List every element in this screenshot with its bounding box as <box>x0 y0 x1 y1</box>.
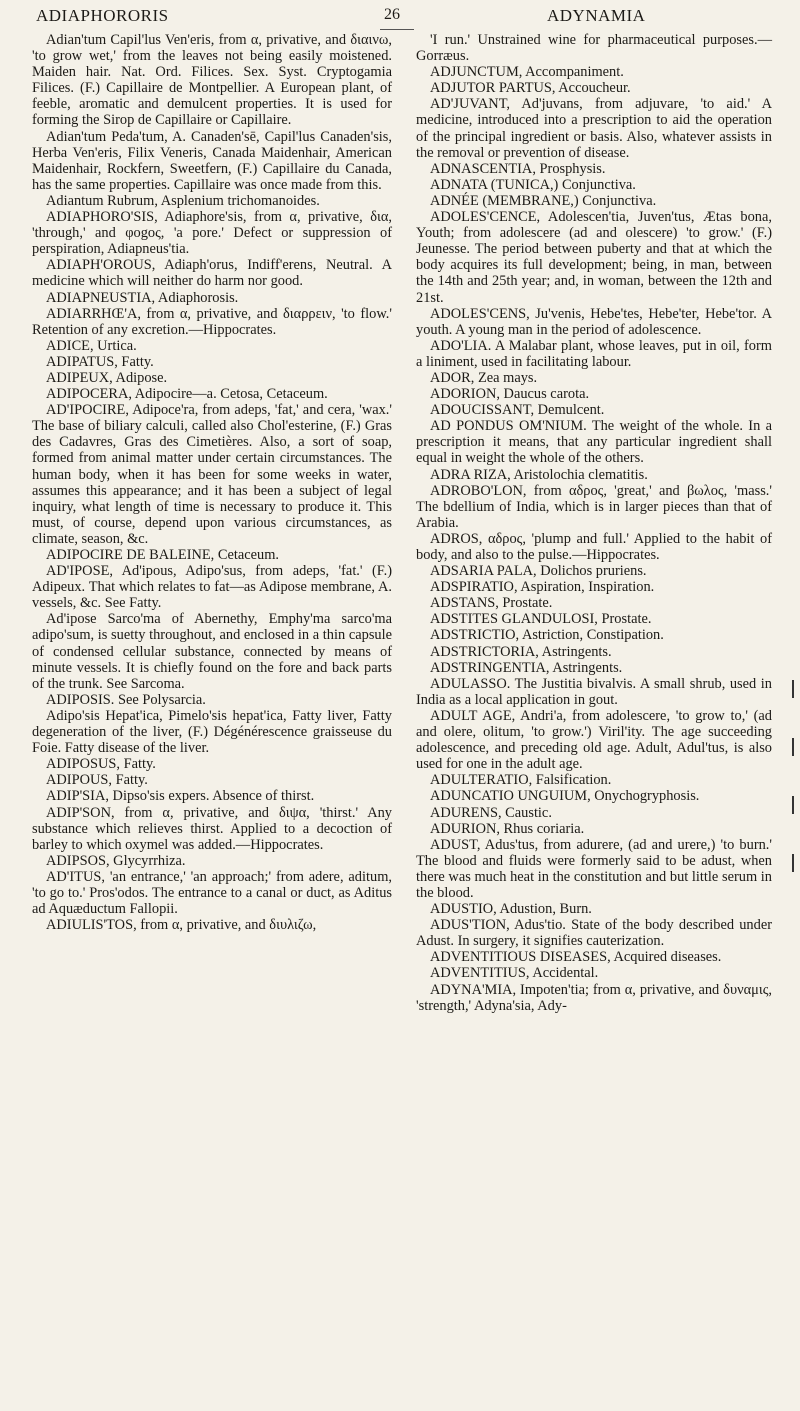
dictionary-entry: AD PONDUS OM'NIUM. The weight of the whole. In a prescription it means, that any particular ingredient shall equal in weight the whole of the others. <box>416 418 772 467</box>
dictionary-entry: ADIP'SIA, Dipso'sis expers. Absence of thirst. <box>46 788 315 805</box>
dictionary-entry: ADSPIRATIO, Aspiration, Inspiration. <box>430 579 655 596</box>
dictionary-entry: Adiantum Rubrum, Asplenium trichomanoides. <box>46 192 320 209</box>
dictionary-entry: ADO'LIA. A Malabar plant, whose leaves, put in oil, form a liniment, used in facilitating labour. <box>416 337 772 370</box>
dictionary-entry: ADIAPNEUSTIA, Adiaphorosis. <box>46 289 239 306</box>
dictionary-entry: AD'IPOCIRE, Adipoce'ra, from adeps, 'fat,' and cera, 'wax.' The base of biliary calculi, called also Chol'esterine, (F.) Gras des Cadavres, Gras des Cimetières. Also, a sort of soap, formed from animal matter under certain circumstances. The human body, when it has been for some weeks in water, assumes this appearance; and it has been a subject of legal inquiry, what length of time is necessary to produce it. This must, of course, depend upon various circumstances, as climate, season, &c. <box>32 402 392 547</box>
dictionary-entry: ADIULIS'TOS, from α, privative, and διυλιζω, <box>46 917 317 934</box>
dictionary-entry: Adian'tum Peda'tum, A. Canaden'sē, Capil'lus Canaden'sis, Herba Ven'eris, Filix Veneris, Canada Maidenhair, American Maidenhair, Rockfern, Sweetfern, (F.) Capillaire du Canada, has the same properties. Capillaire was once made from this. <box>32 128 392 193</box>
dictionary-entry: ADIAPH'OROUS, Adiaph'orus, Indiff'erens, Neutral. A medicine which will neither do harm nor good. <box>32 257 392 290</box>
dictionary-entry: ADIPOSIS. See Polysarcia. <box>46 691 206 708</box>
dictionary-entry: ADVENTITIUS, Accidental. <box>430 965 599 982</box>
dictionary-entry: ADIPEUX, Adipose. <box>46 369 168 386</box>
dictionary-entry: ADSTRINGENTIA, Astringents. <box>430 659 623 676</box>
right-column <box>416 32 772 1014</box>
dictionary-entry: ADROS, αδρος, 'plump and full.' Applied to the habit of body, and also to the pulse.—Hippocrates. <box>416 530 772 563</box>
dictionary-entry: ADORION, Daucus carota. <box>430 386 590 403</box>
dictionary-entry: Adian'tum Capil'lus Ven'eris, from α, privative, and διαινω, 'to grow wet,' from the leaves not being easily moistened. Maiden hair. Nat. Ord. Filices. Sex. Syst. Cryptogamia Filices. (F.) Capillaire de Montpellier. A European plant, of feeble, aromatic and demulcent properties. It is used for forming the Sirop de Capillaire or Capillaire. <box>32 32 392 129</box>
dictionary-entry: ADUS'TION, Adus'tio. State of the body described under Adust. In surgery, it signifies cauterization. <box>416 917 772 950</box>
dictionary-entry: ADULTERATIO, Falsification. <box>430 772 612 789</box>
dictionary-entry: ADIARRHŒ'A, from α, privative, and διαρρειν, 'to flow.' Retention of any excretion.—Hippocrates. <box>32 305 392 338</box>
dictionary-entry: ADOUCISSANT, Demulcent. <box>430 402 605 419</box>
dictionary-entry: Ad'ipose Sarco'ma of Abernethy, Emphy'ma sarco'ma adipo'sum, is suetty throughout, and enclosed in a thin capsule of condensed cellular substance, connected by means of minute vessels. It is chiefly found on the fore and back parts of the trunk. See Sarcoma. <box>32 611 392 692</box>
dictionary-entry: ADOLES'CENS, Ju'venis, Hebe'tes, Hebe'ter, Hebe'tor. A youth. A young man in the period of adolescence. <box>416 305 772 338</box>
dictionary-entry: ADIPOCIRE DE BALEINE, Cetaceum. <box>46 547 280 563</box>
dictionary-entry: ADOR, Zea mays. <box>430 369 538 386</box>
dictionary-entry: ADURION, Rhus coriaria. <box>430 820 585 837</box>
dictionary-entry: ADIAPHORO'SIS, Adiaphore'sis, from α, privative, δια, 'through,' and φοgος, 'a pore.' Defect or suppression of perspiration, Adiapneus'tia. <box>32 209 392 258</box>
header-left-guideword: ADIAPHORORIS <box>36 6 169 25</box>
dictionary-entry: ADUST, Adus'tus, from adurere, (ad and urere,) 'to burn.' The blood and fluids were formerly said to be adust, when there was much heat in the constitution and but little serum in the blood. <box>416 836 772 901</box>
dictionary-entry: AD'ITUS, 'an entrance,' 'an approach;' from adere, aditum, 'to go to.' Pros'odos. The entrance to a canal or duct, as Aditus ad Aquæductum Fallopii. <box>32 868 392 918</box>
dictionary-entry: ADSTRICTIO, Astriction, Constipation. <box>430 627 664 644</box>
dictionary-entry: 'I run.' Unstrained wine for pharmaceutical purposes.—Gorræus. <box>416 32 772 65</box>
left-column <box>32 32 392 933</box>
dictionary-entry: ADNATA (TUNICA,) Conjunctiva. <box>430 176 636 193</box>
dictionary-entry: ADSTANS, Prostate. <box>430 595 553 612</box>
dictionary-entry: ADUNCATIO UNGUIUM, Onychogryphosis. <box>430 788 700 805</box>
dictionary-entry: ADICE, Urtica. <box>46 337 137 354</box>
dictionary-entry: ADIPOSUS, Fatty. <box>46 756 156 773</box>
dictionary-entry: ADSTITES GLANDULOSI, Prostate. <box>430 611 652 628</box>
dictionary-entry: ADJUTOR PARTUS, Accoucheur. <box>430 80 631 97</box>
dictionary-entry: ADUSTIO, Adustion, Burn. <box>430 901 592 918</box>
dictionary-entry: ADVENTITIOUS DISEASES, Acquired diseases. <box>430 949 722 966</box>
dictionary-entry: ADIPSOS, Glycyrrhiza. <box>46 852 186 869</box>
dictionary-entry: ADIPOUS, Fatty. <box>46 772 148 789</box>
dictionary-entry: ADYNA'MIA, Impoten'tia; from α, privative, and δυναμις, 'strength,' Adyna'sia, Ady- <box>416 981 772 1014</box>
dictionary-entry: ADNÉE (MEMBRANE,) Conjunctiva. <box>430 192 657 209</box>
page-edge-marks <box>792 680 798 980</box>
dictionary-entry: ADURENS, Caustic. <box>430 804 552 821</box>
dictionary-entry: ADULASSO. The Justitia bivalvis. A small shrub, used in India as a local application in gout. <box>416 675 772 708</box>
header-right-guideword: ADYNAMIA <box>547 6 646 25</box>
dictionary-entry: ADRA RIZA, Aristolochia clematitis. <box>430 466 648 483</box>
dictionary-entry: AD'JUVANT, Ad'juvans, from adjuvare, 'to aid.' A medicine, introduced into a prescription to aid the operation of the principal ingredient or basis. Also, whatever assists in the removal or prevention of disease. <box>416 96 772 161</box>
running-header <box>0 0 800 28</box>
dictionary-entry: ADROBO'LON, from αδρος, 'great,' and βωλος, 'mass.' The bdellium of India, which is in larger pieces than that of Arabia. <box>416 482 772 531</box>
dictionary-entry: ADSTRICTORIA, Astringents. <box>430 643 612 660</box>
dictionary-entry: ADULT AGE, Andri'a, from adolescere, 'to grow to,' (ad and olere, olitum, 'to grow.') Viril'ity. The age succeeding adolescence, and preceding old age. Adult, Adul'tus, is also used for one in the adult age. <box>416 707 772 773</box>
dictionary-entry: ADIP'SON, from α, privative, and διψα, 'thirst.' Any substance which relieves thirst. Applied to a decoction of barley to which oxymel was added.—Hippocrates. <box>32 804 392 853</box>
dictionary-entry: Adipo'sis Hepat'ica, Pimelo'sis hepat'ica, Fatty liver, Fatty degeneration of the liver, (F.) Dégénérescence graisseuse du Foie. Fatty disease of the liver. <box>32 707 392 757</box>
header-divider <box>380 29 414 30</box>
dictionary-entry: ADJUNCTUM, Accompaniment. <box>430 64 624 81</box>
dictionary-entry: ADSARIA PALA, Dolichos pruriens. <box>430 563 647 580</box>
dictionary-entry: ADOLES'CENCE, Adolescen'tia, Juven'tus, Ætas bona, Youth; from adolescere (ad and olescere) 'to grow.' (F.) Jeunesse. The period between puberty and that at which the body acquires its full development; being, in man, between the 14th and 25th year; and, in woman, between the 12th and 21st. <box>416 209 772 306</box>
dictionary-entry: ADIPATUS, Fatty. <box>46 353 154 370</box>
dictionary-entry: ADNASCENTIA, Prosphysis. <box>430 160 606 177</box>
dictionary-entry: ADIPOCERA, Adipocire—a. Cetosa, Cetaceum. <box>46 386 328 403</box>
dictionary-entry: AD'IPOSE, Ad'ipous, Adipo'sus, from adeps, 'fat.' (F.) Adipeux. That which relates to fat—as Adipose membrane, A. vessels, &c. See Fatty. <box>32 563 392 612</box>
page-number: 26 <box>384 6 400 23</box>
